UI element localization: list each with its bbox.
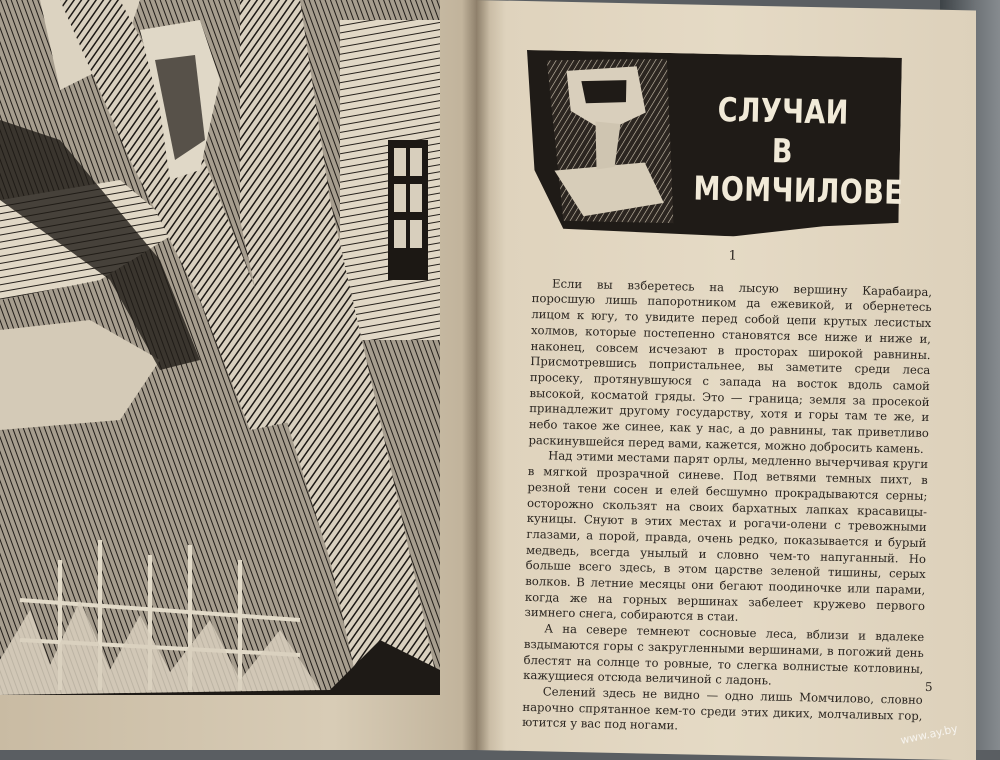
paragraph-2: Над этими местами парят орлы, медленно вычерчивая круги в мягкой прозрачной синеве. Под ветвями темных пихт, в резной тени сосен и елей бесшумно прокрадываются серны; осторожно скользят на своих бархатных лапках красавицы-куницы. Снуют в этих местах и рогачи-олени с тревожными глазами, а порой, правда, очень редко, показывается и бурый медведь, всегда унылый и словно чем-то напуганный. Но больше всего здесь, в этом царстве зеленой тишины, серых волков. В летние месяцы они бегают поодиночке или парами, когда же на горных вершинах забелеет кружево первого зимнего снега, собираются в стаи. (524, 448, 929, 625)
paragraph-3: А на севере темнеют сосновые леса, вблизи и вдалеке вздымаются горы с закругленными вершинами, в погожий день блестят на солнце то ровные, то слегка волнистые котловины, кажущиеся отсюда величиной с ладонь. (523, 621, 925, 688)
watermark: www.ay.by (899, 722, 959, 747)
chapter-number: 1 (728, 248, 738, 264)
woodcut-illustration (0, 0, 440, 695)
paragraph-4: Селений здесь не видно — одно лишь Момчилово, словно нарочно спрятанное кем-то среди этих диких, молчаливых гор, ютится у вас под ногами. (521, 684, 923, 733)
paragraph-1: Если вы взберетесь на лысую вершину Карабаира, поросшую лишь папоротником да ежевикой, и обернетесь лицом к югу, то увидите перед собой цепи крутых лесистых холмов, которые постепенно становятся все ниже и ниже и, наконец, совсем исчезают в просторах широкой равнины. Присмотревшись попристальнее, вы заметите среди леса просеку, протянувшуюся с запада на восток вдоль самой высокой, косматой гряды. Это — граница; земля за просекой принадлежит другому государству, хотя и горы там те же, и небо такое же синее, как у нас, а до равнины, так приветливо раскинувшейся перед вами, кажется, можно добросить камень. (528, 276, 933, 456)
page-number: 5 (924, 679, 933, 695)
left-page (0, 0, 476, 750)
body-text-column (522, 244, 933, 740)
chapter-title-line-1: СЛУЧАИ (717, 90, 850, 132)
chapter-title-line-2: В МОМЧИЛОВЕ (693, 131, 904, 212)
book-gutter (462, 0, 490, 750)
chapter-header-woodcut (523, 50, 902, 240)
